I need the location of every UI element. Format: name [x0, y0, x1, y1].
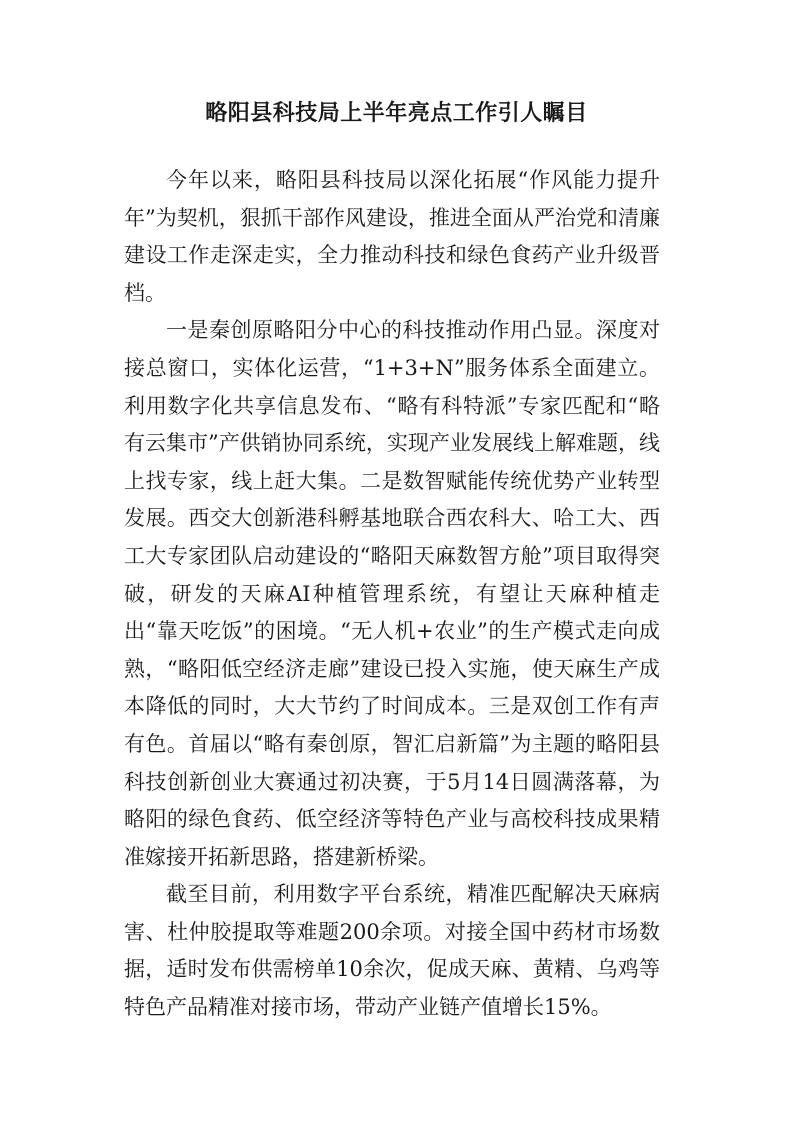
paragraph-highlights: 一是秦创原略阳分中心的科技推动作用凸显。深度对接总窗口，实体化运营，“1+3+N”服务体系全面建立。利用数字化共享信息发布、“略有科特派”专家匹配和“略有云集市”产供销协同系统，实现产业发展线上解难题，线上找专家，线上赶大集。二是数智赋能传统优势产业转型发展。西交大创新港科孵基地联合西农科大、哈工大、西工大专家团队启动建设的“略阳天麻数智方舱”项目取得突破，研发的天麻AI种植管理系统，有望让天麻种植走出“靠天吃饭”的困境。“无人机+农业”的生产模式走向成熟，“略阳低空经济走廊”建设已投入实施，使天麻生产成本降低的同时，大大节约了时间成本。三是双创工作有声有色。首届以“略有秦创原，智汇启新篇”为主题的略阳县科技创新创业大赛通过初决赛，于5月14日圆满落幕，为略阳的绿色食药、低空经济等特色产业与高校科技成果精准嫁接开拓新思路，搭建新桥梁。: [124, 318, 660, 869]
paragraph-results: 截至目前，利用数字平台系统，精准匹配解决天麻病害、杜仲胶提取等难题200余项。对接全国中药材市场数据，适时发布供需榜单10余次，促成天麻、黄精、乌鸡等特色产品精准对接市场，带动产业链产值增长15%。: [124, 882, 660, 1020]
paragraph-intro: 今年以来，略阳县科技局以深化拓展“作风能力提升年”为契机，狠抓干部作风建设，推进全面从严治党和清廉建设工作走深走实，全力推动科技和绿色食药产业升级晋档。: [124, 168, 660, 305]
document-body: [124, 162, 660, 1027]
document-title: 略阳县科技局上半年亮点工作引人瞩目: [205, 100, 588, 126]
